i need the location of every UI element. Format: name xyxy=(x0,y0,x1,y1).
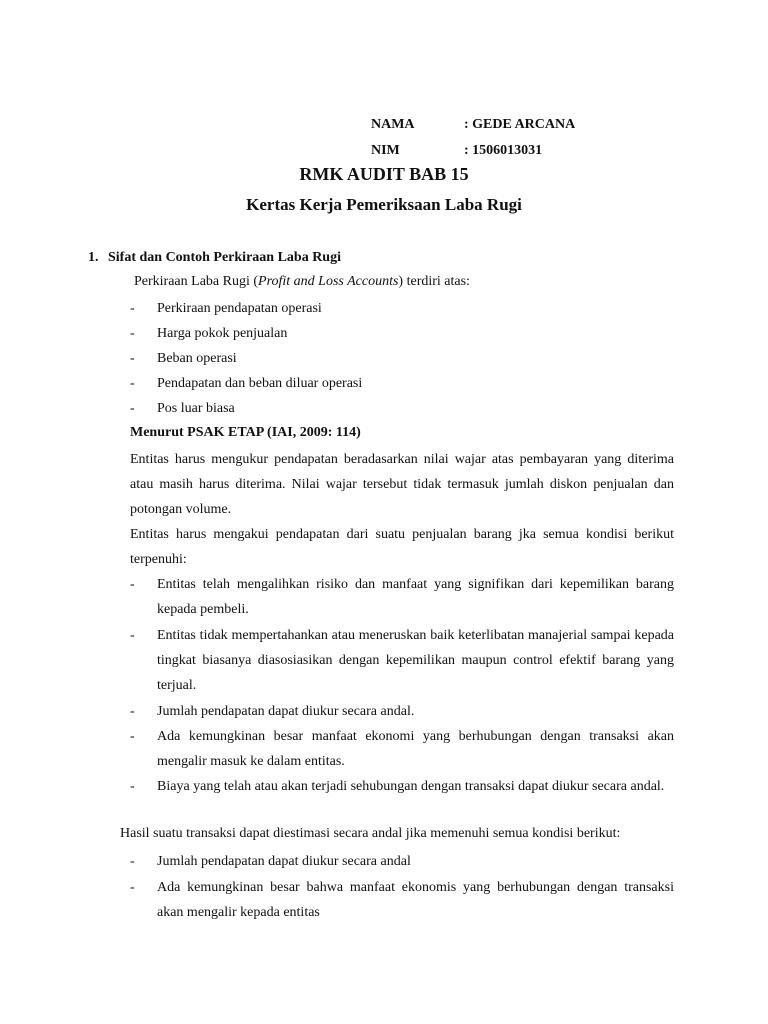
list-item-text: Harga pokok penjualan xyxy=(157,326,288,341)
intro-text-before: Perkiraan Laba Rugi ( xyxy=(134,274,259,289)
dash-bullet: - xyxy=(130,577,135,592)
dash-bullet: - xyxy=(130,401,135,416)
hasil-text: Jumlah pendapatan dapat diukur secara andal xyxy=(157,854,411,869)
intro-text-after: ) terdiri atas: xyxy=(398,274,470,289)
condition-item xyxy=(130,623,674,698)
hasil-text: Ada kemungkinan besar bahwa manfaat ekonomis yang berhubungan dengan transaksi akan mengalir kepada entitas xyxy=(157,880,674,920)
dash-bullet: - xyxy=(130,854,135,869)
dash-bullet: - xyxy=(130,376,135,391)
condition-item xyxy=(130,572,674,622)
condition-item xyxy=(130,724,674,774)
list-item-text: Pos luar biasa xyxy=(157,401,235,416)
section-title: Sifat dan Contoh Perkiraan Laba Rugi xyxy=(108,250,341,265)
condition-text: Entitas telah mengalihkan risiko dan manfaat yang signifikan dari kepemilikan barang kepada pembeli. xyxy=(157,577,674,617)
hasil-item xyxy=(130,875,674,925)
list-item xyxy=(130,296,674,321)
list-item xyxy=(130,321,674,346)
hasil-intro: Hasil suatu transaksi dapat diestimasi secara andal jika memenuhi semua kondisi berikut: xyxy=(120,826,621,841)
dash-bullet: - xyxy=(130,704,135,719)
dash-bullet: - xyxy=(130,326,135,341)
section-number: 1. xyxy=(88,250,99,265)
dash-bullet: - xyxy=(130,301,135,316)
condition-text: Ada kemungkinan besar manfaat ekonomi yang berhubungan dengan transaksi akan mengalir masuk ke dalam entitas. xyxy=(157,729,674,769)
hasil-item xyxy=(130,849,674,874)
nim-label: NIM xyxy=(371,143,400,158)
condition-text: Jumlah pendapatan dapat diukur secara andal. xyxy=(157,704,415,719)
condition-item xyxy=(130,774,674,799)
dash-bullet: - xyxy=(130,351,135,366)
condition-text: Biaya yang telah atau akan terjadi sehubungan dengan transaksi dapat diukur secara andal. xyxy=(157,779,665,794)
nim-value: : 1506013031 xyxy=(464,143,543,158)
dash-bullet: - xyxy=(130,628,135,643)
list-item xyxy=(130,346,674,371)
condition-item xyxy=(130,699,674,724)
list-item xyxy=(130,371,674,396)
condition-text: Entitas tidak mempertahankan atau meneruskan baik keterlibatan manajerial sampai kepada tingkat biasanya diasosiasikan dengan kepemilikan maupun control efektif barang yang terjual. xyxy=(157,628,674,693)
intro-line xyxy=(134,274,470,290)
list-item-text: Perkiraan pendapatan operasi xyxy=(157,301,322,316)
psak-heading: Menurut PSAK ETAP (IAI, 2009: 114) xyxy=(130,425,361,440)
dash-bullet: - xyxy=(130,779,135,794)
nama-value: : GEDE ARCANA xyxy=(464,117,576,132)
intro-text-italic: Profit and Loss Accounts xyxy=(258,274,399,289)
dash-bullet: - xyxy=(130,880,135,895)
document-title: RMK AUDIT BAB 15 xyxy=(299,164,469,184)
paragraph-recognition: Entitas harus mengakui pendapatan dari suatu penjualan barang jka semua kondisi berikut terpenuhi: xyxy=(130,527,674,567)
list-item xyxy=(130,396,674,421)
nama-label: NAMA xyxy=(371,117,415,132)
document-subtitle: Kertas Kerja Pemeriksaan Laba Rugi xyxy=(246,195,522,214)
list-item-text: Beban operasi xyxy=(157,351,237,366)
paragraph-fair-value: Entitas harus mengukur pendapatan beradasarkan nilai wajar atas pembayaran yang diterima atau masih harus diterima. Nilai wajar tersebut tidak termasuk jumlah diskon penjualan dan potongan volume. xyxy=(130,452,674,517)
dash-bullet: - xyxy=(130,729,135,744)
list-item-text: Pendapatan dan beban diluar operasi xyxy=(157,376,363,391)
